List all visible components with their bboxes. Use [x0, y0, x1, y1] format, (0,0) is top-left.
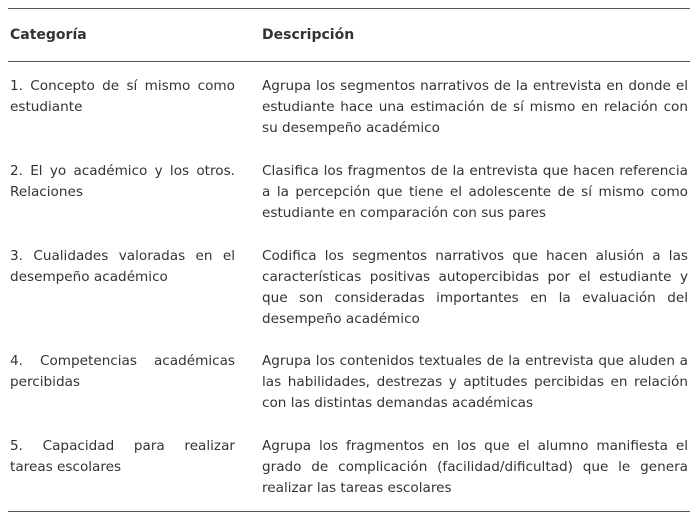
- table-header-row: [8, 9, 690, 61]
- row-description: Clasifica los fragmentos de la entrevista que hacen referencia a la percepción que tiene el adolescente de sí mismo como estudiante en comparación con sus pares: [262, 163, 688, 221]
- row-category: 4. Competencias académicas percibidas: [10, 353, 235, 390]
- table-body: [8, 62, 690, 502]
- row-category: 2. El yo académico y los otros. Relaciones: [10, 163, 235, 200]
- row-description: Agrupa los fragmentos en los que el alumno manifiesta el grado de complicación (facilidad/dificultad) que le genera realizar las tareas escolares: [262, 438, 688, 496]
- row-description: Agrupa los contenidos textuales de la entrevista que aluden a las habilidades, destrezas y aptitudes percibidas en relación con las distintas demandas académicas: [262, 353, 688, 411]
- table-row: [8, 436, 690, 502]
- row-category: 5. Capacidad para realizar tareas escolares: [10, 438, 235, 475]
- header-category: Categoría: [10, 27, 87, 43]
- table-row: [8, 76, 690, 161]
- header-description: Descripción: [262, 27, 355, 43]
- table-bottom-rule: [8, 511, 690, 512]
- row-description: Codifica los segmentos narrativos que hacen alusión a las características positivas autopercibidas por el estudiante y que son consideradas importantes en la evaluación del desempeño académico: [262, 248, 688, 327]
- row-category: 1. Concepto de sí mismo como estudiante: [10, 78, 235, 115]
- row-category: 3. Cualidades valoradas en el desempeño académico: [10, 248, 235, 285]
- table-row: [8, 351, 690, 436]
- category-table: [8, 8, 690, 502]
- table-row: [8, 161, 690, 246]
- table-row: [8, 246, 690, 351]
- row-description: Agrupa los segmentos narrativos de la entrevista en donde el estudiante hace una estimación de sí mismo en relación con su desempeño académico: [262, 78, 688, 136]
